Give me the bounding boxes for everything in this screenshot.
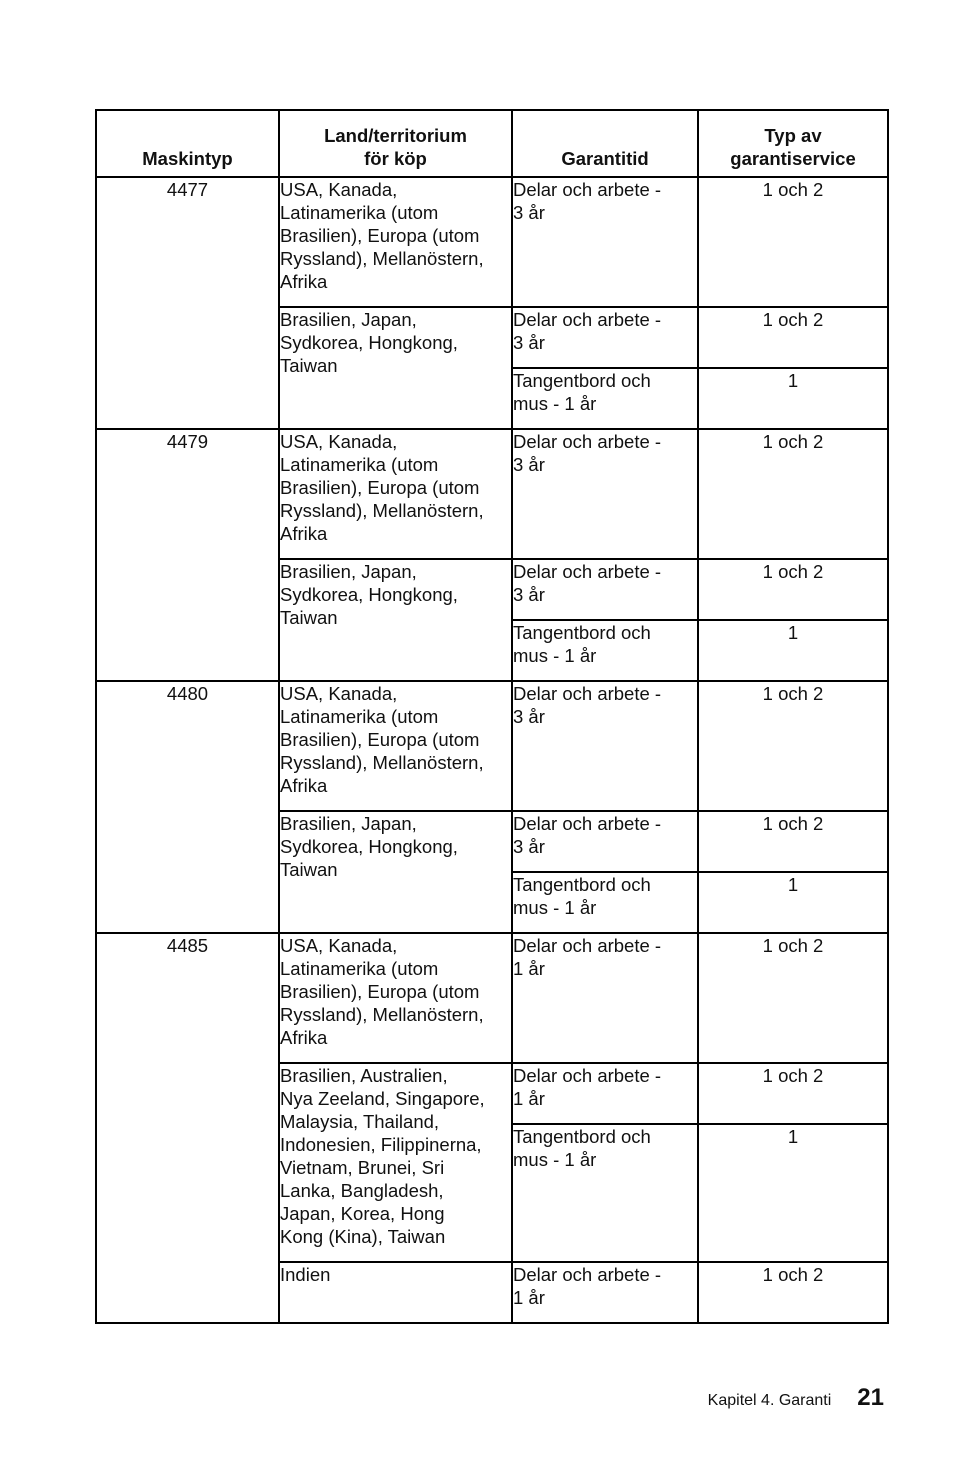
country-cell: Brasilien, Australien, Nya Zeeland, Singapore, Malaysia, Thailand, Indonesien, Filippinerna, Vietnam, Brunei, Sri Lanka, Bangladesh, Japan, Korea, Hong Kong (Kina), Taiwan (279, 1063, 512, 1262)
service-type-cell: 1 (698, 1124, 888, 1262)
warranty-period-cell: Delar och arbete - 3 år (512, 307, 698, 368)
service-type-cell: 1 och 2 (698, 559, 888, 620)
warranty-period-cell: Delar och arbete - 1 år (512, 933, 698, 1063)
machine-type-cell: 4485 (96, 933, 279, 1323)
machine-type-cell: 4479 (96, 429, 279, 681)
warranty-period-cell: Tangentbord och mus - 1 år (512, 620, 698, 681)
warranty-period-cell: Delar och arbete - 3 år (512, 559, 698, 620)
country-cell: Brasilien, Japan, Sydkorea, Hongkong, Taiwan (279, 559, 512, 681)
warranty-period-cell: Tangentbord och mus - 1 år (512, 872, 698, 933)
table-row (96, 177, 888, 307)
country-cell: USA, Kanada, Latinamerika (utom Brasilien), Europa (utom Ryssland), Mellanöstern, Afrika (279, 681, 512, 811)
warranty-period-cell: Delar och arbete - 3 år (512, 681, 698, 811)
service-type-cell: 1 och 2 (698, 811, 888, 872)
warranty-period-cell: Tangentbord och mus - 1 år (512, 368, 698, 429)
country-cell: Brasilien, Japan, Sydkorea, Hongkong, Taiwan (279, 811, 512, 933)
header-warranty-period: Garantitid (512, 110, 698, 177)
service-type-cell: 1 och 2 (698, 933, 888, 1063)
country-cell: USA, Kanada, Latinamerika (utom Brasilien), Europa (utom Ryssland), Mellanöstern, Afrika (279, 933, 512, 1063)
country-cell: Brasilien, Japan, Sydkorea, Hongkong, Taiwan (279, 307, 512, 429)
service-type-cell: 1 och 2 (698, 1262, 888, 1323)
warranty-table (95, 109, 889, 1324)
service-type-cell: 1 och 2 (698, 177, 888, 307)
service-type-cell: 1 och 2 (698, 307, 888, 368)
service-type-cell: 1 och 2 (698, 681, 888, 811)
warranty-period-cell: Delar och arbete - 1 år (512, 1262, 698, 1323)
service-type-cell: 1 och 2 (698, 1063, 888, 1124)
table-row (96, 681, 888, 811)
header-service-type: Typ av garantiservice (698, 110, 888, 177)
service-type-cell: 1 (698, 872, 888, 933)
table-header-row (96, 110, 888, 177)
warranty-period-cell: Delar och arbete - 3 år (512, 177, 698, 307)
service-type-cell: 1 (698, 620, 888, 681)
country-cell: USA, Kanada, Latinamerika (utom Brasilien), Europa (utom Ryssland), Mellanöstern, Afrika (279, 177, 512, 307)
page-number: 21 (857, 1384, 884, 1411)
page-footer (708, 1384, 884, 1412)
service-type-cell: 1 (698, 368, 888, 429)
table-row (96, 933, 888, 1063)
country-cell: USA, Kanada, Latinamerika (utom Brasilien), Europa (utom Ryssland), Mellanöstern, Afrika (279, 429, 512, 559)
service-type-cell: 1 och 2 (698, 429, 888, 559)
warranty-period-cell: Delar och arbete - 1 år (512, 1063, 698, 1124)
header-machine-type: Maskintyp (96, 110, 279, 177)
warranty-period-cell: Delar och arbete - 3 år (512, 811, 698, 872)
header-country: Land/territorium för köp (279, 110, 512, 177)
chapter-label: Kapitel 4. Garanti (707, 1392, 832, 1409)
country-cell: Indien (279, 1262, 512, 1323)
table-row (96, 429, 888, 559)
warranty-period-cell: Tangentbord och mus - 1 år (512, 1124, 698, 1262)
warranty-period-cell: Delar och arbete - 3 år (512, 429, 698, 559)
machine-type-cell: 4480 (96, 681, 279, 933)
machine-type-cell: 4477 (96, 177, 279, 429)
